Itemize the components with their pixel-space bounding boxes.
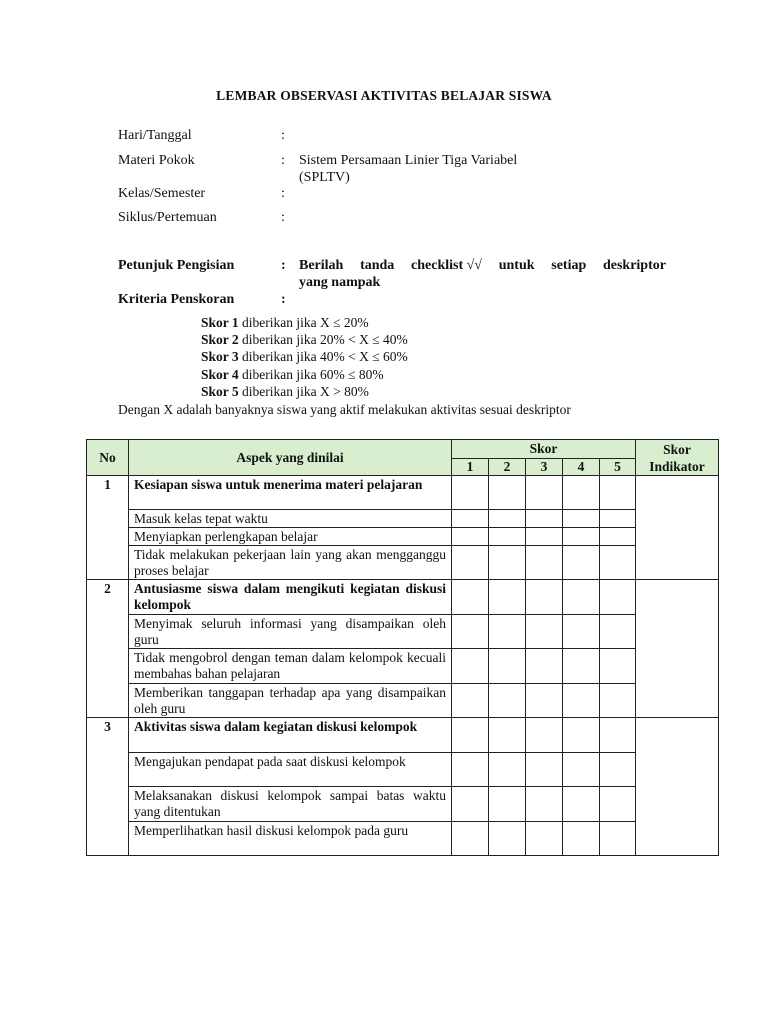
score-cell[interactable] xyxy=(452,580,489,615)
materi-value-line2: (SPLTV) xyxy=(299,170,350,185)
descriptor-text: Memberikan tanggapan terhadap apa yang disampaikan oleh guru xyxy=(129,684,452,718)
score-cell[interactable] xyxy=(526,580,563,615)
score-cell[interactable] xyxy=(489,753,526,787)
score-cell[interactable] xyxy=(600,580,636,615)
score-cell[interactable] xyxy=(563,753,600,787)
descriptor-row xyxy=(87,753,719,787)
score-cell[interactable] xyxy=(526,528,563,546)
score-cell[interactable] xyxy=(563,510,600,528)
colon: : xyxy=(281,258,286,273)
materi-label: Materi Pokok xyxy=(118,153,195,168)
score-cell[interactable] xyxy=(526,546,563,580)
header-aspek: Aspek yang dinilai xyxy=(129,440,452,476)
score-cell[interactable] xyxy=(563,546,600,580)
score-cell[interactable] xyxy=(452,649,489,684)
score-cell[interactable] xyxy=(600,684,636,718)
descriptor-text: Tidak mengobrol dengan teman dalam kelompok kecuali membahas bahan pelajaran xyxy=(129,649,452,684)
section-heading: Kesiapan siswa untuk menerima materi pelajaran xyxy=(129,476,452,510)
descriptor-text: Memperlihatkan hasil diskusi kelompok pada guru xyxy=(129,822,452,856)
section-number: 3 xyxy=(87,718,129,856)
score-cell[interactable] xyxy=(452,615,489,649)
header-skor-indikator: Skor Indikator xyxy=(636,440,719,476)
kriteria-label: Kriteria Penskoran xyxy=(118,292,235,307)
score-cell[interactable] xyxy=(526,822,563,856)
score-cell[interactable] xyxy=(489,580,526,615)
score-cell[interactable] xyxy=(600,649,636,684)
colon: : xyxy=(281,128,285,143)
skor-rule-5: Skor 5 diberikan jika X > 80% xyxy=(201,384,369,399)
skor-indikator-cell[interactable] xyxy=(636,476,719,580)
kelas-label: Kelas/Semester xyxy=(118,186,206,201)
descriptor-text: Masuk kelas tepat waktu xyxy=(129,510,452,528)
skor-rule-4: Skor 4 diberikan jika 60% ≤ 80% xyxy=(201,367,384,382)
score-cell[interactable] xyxy=(600,546,636,580)
header-score-1: 1 xyxy=(452,459,489,476)
descriptor-row xyxy=(87,822,719,856)
descriptor-text: Tidak melakukan pekerjaan lain yang akan mengganggu proses belajar xyxy=(129,546,452,580)
score-cell[interactable] xyxy=(600,528,636,546)
score-cell[interactable] xyxy=(600,718,636,753)
header-score-5: 5 xyxy=(600,459,636,476)
score-cell[interactable] xyxy=(526,787,563,822)
petunjuk-value-line2: yang nampak xyxy=(299,275,381,290)
skor-rule-1: Skor 1 diberikan jika X ≤ 20% xyxy=(201,315,369,330)
descriptor-text: Melaksanakan diskusi kelompok sampai batas waktu yang ditentukan xyxy=(129,787,452,822)
colon: : xyxy=(281,210,285,225)
score-cell[interactable] xyxy=(563,787,600,822)
score-cell[interactable] xyxy=(600,787,636,822)
section-number: 2 xyxy=(87,580,129,718)
score-cell[interactable] xyxy=(489,476,526,510)
score-cell[interactable] xyxy=(526,753,563,787)
score-cell[interactable] xyxy=(452,753,489,787)
score-cell[interactable] xyxy=(452,787,489,822)
score-cell[interactable] xyxy=(600,753,636,787)
descriptor-row xyxy=(87,684,719,718)
section-heading: Aktivitas siswa dalam kegiatan diskusi kelompok xyxy=(129,718,452,753)
score-cell[interactable] xyxy=(600,510,636,528)
hari-label: Hari/Tanggal xyxy=(118,128,192,143)
score-cell[interactable] xyxy=(489,649,526,684)
header-skor: Skor xyxy=(452,440,636,459)
section-heading: Antusiasme siswa dalam mengikuti kegiatan diskusi kelompok xyxy=(129,580,452,615)
descriptor-text: Menyimak seluruh informasi yang disampaikan oleh guru xyxy=(129,615,452,649)
descriptor-row xyxy=(87,615,719,649)
descriptor-row xyxy=(87,787,719,822)
score-cell[interactable] xyxy=(526,649,563,684)
score-cell[interactable] xyxy=(563,649,600,684)
skor-rule-2: Skor 2 diberikan jika 20% < X ≤ 40% xyxy=(201,332,408,347)
descriptor-row xyxy=(87,510,719,528)
score-cell[interactable] xyxy=(526,476,563,510)
colon: : xyxy=(281,153,285,168)
score-cell[interactable] xyxy=(600,615,636,649)
section-number: 1 xyxy=(87,476,129,580)
score-cell[interactable] xyxy=(600,476,636,510)
colon: : xyxy=(281,186,285,201)
observation-table xyxy=(86,439,719,856)
score-cell[interactable] xyxy=(452,476,489,510)
score-cell[interactable] xyxy=(563,528,600,546)
score-cell[interactable] xyxy=(563,684,600,718)
skor-rule-3: Skor 3 diberikan jika 40% < X ≤ 60% xyxy=(201,349,408,364)
score-cell[interactable] xyxy=(526,684,563,718)
score-cell[interactable] xyxy=(452,528,489,546)
score-cell[interactable] xyxy=(452,546,489,580)
descriptor-text: Menyiapkan perlengkapan belajar xyxy=(129,528,452,546)
score-cell[interactable] xyxy=(489,546,526,580)
page-title: LEMBAR OBSERVASI AKTIVITAS BELAJAR SISWA xyxy=(216,88,552,103)
section-row xyxy=(87,476,719,510)
skor-indikator-cell[interactable] xyxy=(636,718,719,856)
score-cell[interactable] xyxy=(489,684,526,718)
petunjuk-label: Petunjuk Pengisian xyxy=(118,258,235,273)
score-cell[interactable] xyxy=(489,718,526,753)
score-cell[interactable] xyxy=(563,615,600,649)
materi-value-line1: Sistem Persamaan Linier Tiga Variabel xyxy=(299,153,518,168)
descriptor-row xyxy=(87,649,719,684)
skor-indikator-cell[interactable] xyxy=(636,580,719,718)
header-score-4: 4 xyxy=(563,459,600,476)
descriptor-text: Mengajukan pendapat pada saat diskusi kelompok xyxy=(129,753,452,787)
section-row xyxy=(87,580,719,615)
score-cell[interactable] xyxy=(452,684,489,718)
score-cell[interactable] xyxy=(563,580,600,615)
score-cell[interactable] xyxy=(452,510,489,528)
score-cell[interactable] xyxy=(563,718,600,753)
score-cell[interactable] xyxy=(526,510,563,528)
score-cell[interactable] xyxy=(489,822,526,856)
score-cell[interactable] xyxy=(489,787,526,822)
score-cell[interactable] xyxy=(563,822,600,856)
header-no: No xyxy=(87,440,129,476)
descriptor-row xyxy=(87,546,719,580)
score-cell[interactable] xyxy=(489,615,526,649)
siklus-label: Siklus/Pertemuan xyxy=(118,210,217,225)
colon: : xyxy=(281,292,286,307)
header-score-3: 3 xyxy=(526,459,563,476)
header-score-2: 2 xyxy=(489,459,526,476)
score-cell[interactable] xyxy=(526,718,563,753)
score-cell[interactable] xyxy=(526,615,563,649)
petunjuk-value-line1: Berilah tanda checklist √√ untuk setiap deskriptor xyxy=(299,258,666,273)
section-row xyxy=(87,718,719,753)
score-cell[interactable] xyxy=(563,476,600,510)
score-cell[interactable] xyxy=(452,822,489,856)
score-cell[interactable] xyxy=(600,822,636,856)
descriptor-row xyxy=(87,528,719,546)
score-cell[interactable] xyxy=(489,510,526,528)
note-text: Dengan X adalah banyaknya siswa yang aktif melakukan aktivitas sesuai deskriptor xyxy=(118,402,571,417)
score-cell[interactable] xyxy=(489,528,526,546)
score-cell[interactable] xyxy=(452,718,489,753)
